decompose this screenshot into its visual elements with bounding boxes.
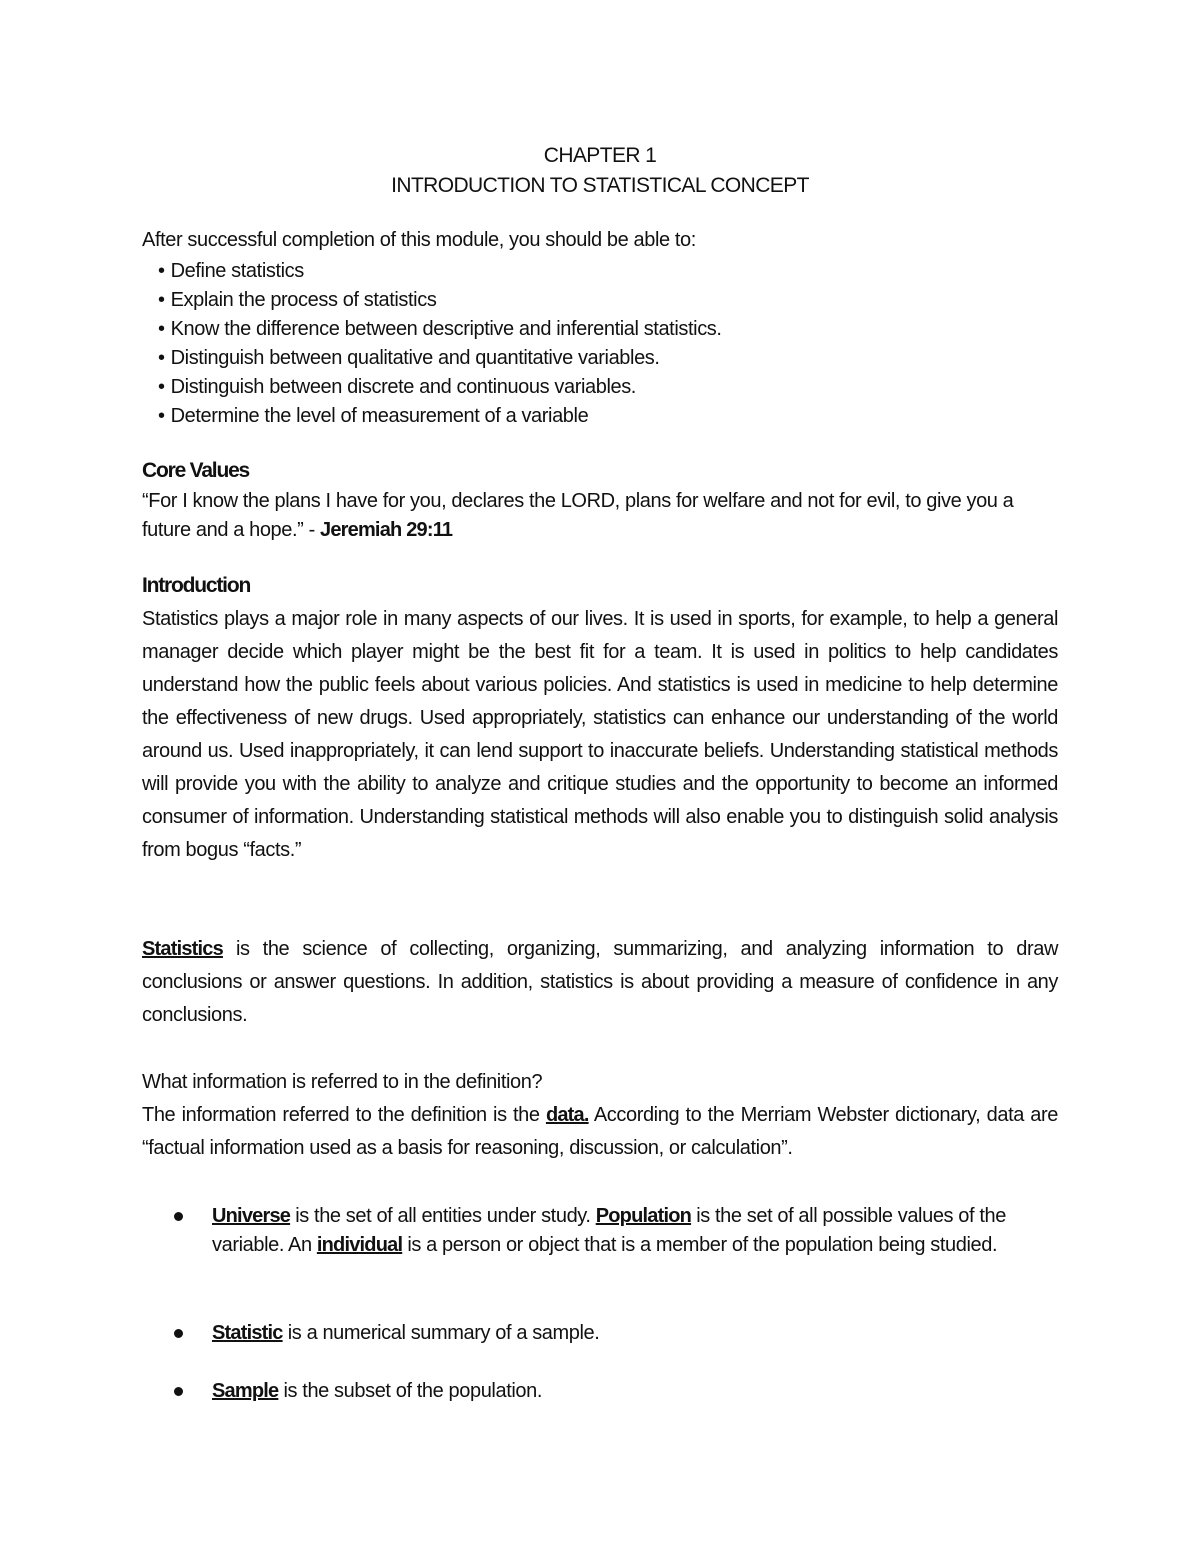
list-item [158, 374, 722, 403]
bullet-icon [174, 1329, 183, 1338]
quote-text: “For I know the plans I have for you, declares the LORD, plans for welfare and not for evil, to give you a future and a hope.” - [142, 490, 1014, 541]
list-item [158, 258, 722, 287]
list-item [172, 1202, 1062, 1290]
sample-text: is the subset of the population. [278, 1380, 542, 1402]
bullet-icon: • [158, 289, 165, 311]
universe-term: Universe [212, 1205, 291, 1227]
introduction-heading: Introduction [142, 574, 251, 597]
bullet-icon [174, 1212, 183, 1221]
sample-term: Sample [212, 1380, 279, 1402]
bullet-icon: • [158, 318, 165, 340]
bullet-icon [174, 1387, 183, 1396]
list-item [158, 316, 722, 345]
statistics-term: Statistics [142, 938, 223, 960]
objective-text: Define statistics [170, 260, 304, 282]
list-item [172, 1319, 1062, 1348]
bullet-icon: • [158, 405, 165, 427]
universe-text: is the set of all entities under study. [290, 1205, 596, 1227]
objective-text: Explain the process of statistics [170, 289, 437, 311]
bullet-icon: • [158, 260, 165, 282]
individual-term: individual [316, 1234, 403, 1256]
list-item [158, 287, 722, 316]
objective-text: Know the difference between descriptive and inferential statistics. [170, 318, 722, 340]
list-item [158, 403, 722, 432]
objective-text: Determine the level of measurement of a variable [170, 405, 589, 427]
chapter-title: INTRODUCTION TO STATISTICAL CONCEPT [391, 174, 809, 197]
objectives-lead: After successful completion of this module, you should be able to: [142, 229, 696, 251]
bullet-icon: • [158, 376, 165, 398]
population-text: is the set of all possible values of the variable. An [212, 1205, 1006, 1256]
statistic-term: Statistic [212, 1322, 283, 1344]
individual-text: is a person or object that is a member of the population being studied. [402, 1234, 998, 1256]
objective-text: Distinguish between discrete and continuous variables. [170, 376, 636, 398]
bullet-icon: • [158, 347, 165, 369]
quote-reference: Jeremiah 29:11 [320, 519, 453, 541]
chapter-number: CHAPTER 1 [543, 144, 657, 167]
objective-text: Distinguish between qualitative and quantitative variables. [170, 347, 660, 369]
answer-text-after: According to the Merriam Webster dictionary, data are “factual information used as a basis for reasoning, discussion, or calculation”. [142, 1104, 1058, 1159]
answer-text-before: The information referred to the definition is the [142, 1104, 546, 1126]
data-answer [142, 1099, 1058, 1165]
statistics-definition-text: is the science of collecting, organizing, summarizing, and analyzing information to draw conclusions or answer questions. In addition, statistics is about providing a measure of confidence in any conclusions. [142, 938, 1058, 1026]
statistics-definition [142, 933, 1058, 1032]
core-values-heading: Core Values [142, 459, 250, 482]
introduction-paragraph: Statistics plays a major role in many aspects of our lives. It is used in sports, for example, to help a general manager decide which player might be the best fit for a team. It is used in politics to help candidates understand how the public feels about various policies. And statistics is used in medicine to help determine the effectiveness of new drugs. Used appropriately, statistics can enhance our understanding of the world around us. Used inappropriately, it can lend support to inaccurate beliefs. Understanding statistical methods will provide you with the ability to analyze and critique studies and the opportunity to become an informed consumer of information. Understanding statistical methods will also enable you to distinguish solid analysis from bogus “facts.” [142, 608, 1058, 861]
list-item [158, 345, 722, 374]
population-term: Population [595, 1205, 692, 1227]
data-question: What information is referred to in the definition? [142, 1071, 543, 1093]
bible-quote [142, 487, 1060, 545]
definitions-list [172, 1202, 1062, 1406]
statistic-text: is a numerical summary of a sample. [282, 1322, 600, 1344]
list-item [172, 1377, 1062, 1406]
data-term: data. [545, 1104, 589, 1126]
objectives-list [158, 258, 722, 432]
